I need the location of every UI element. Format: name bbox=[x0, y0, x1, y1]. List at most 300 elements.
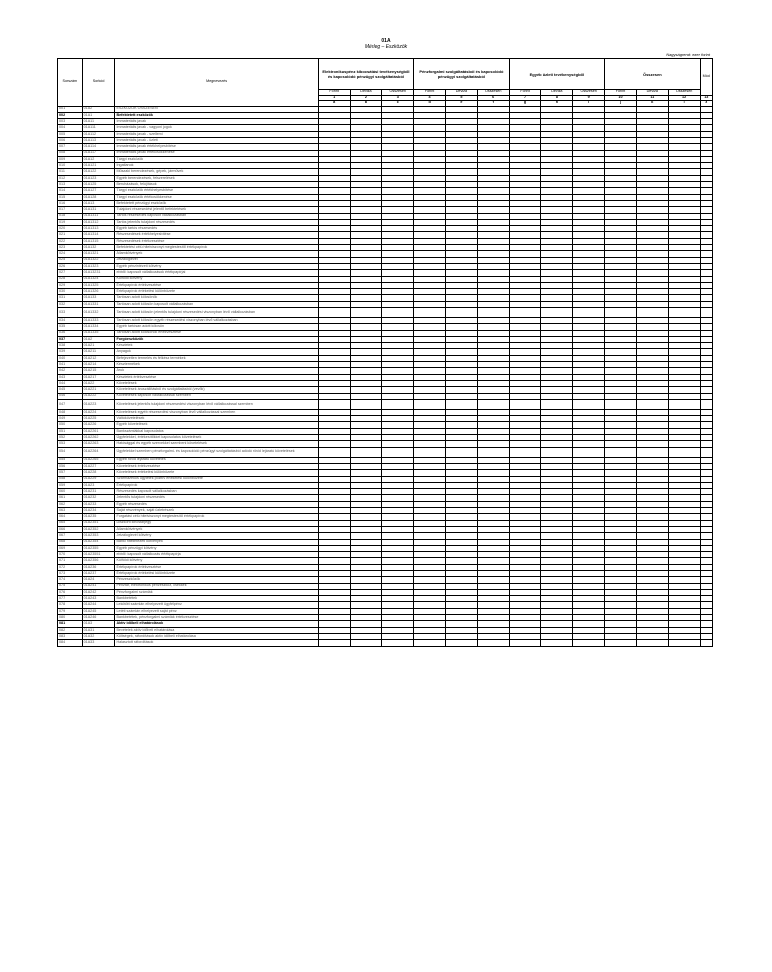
row-label: Készletek értékvesztése bbox=[115, 374, 318, 380]
row-number: 072 bbox=[58, 564, 83, 570]
row-number: 063 bbox=[58, 508, 83, 514]
col-letter: f bbox=[477, 101, 509, 107]
row-label: Halasztott ráfordítások bbox=[115, 640, 318, 646]
row-code: 01A111 bbox=[82, 125, 115, 131]
row-number: 050 bbox=[58, 422, 83, 428]
row-number: 068 bbox=[58, 539, 83, 545]
value-cell[interactable] bbox=[636, 640, 668, 646]
row-code: 01A235 bbox=[82, 514, 115, 520]
row-label: Saját részvények, saját üzletrészek bbox=[115, 508, 318, 514]
row-code: 01A2262 bbox=[82, 435, 115, 441]
group-header-total: Összesen bbox=[605, 59, 700, 90]
row-number: 023 bbox=[58, 245, 83, 251]
row-code: 01A125 bbox=[82, 182, 115, 188]
row-number: 014 bbox=[58, 188, 83, 194]
row-code: 01A234 bbox=[82, 508, 115, 514]
row-code: 01A2264 bbox=[82, 447, 115, 457]
row-number: 033 bbox=[58, 308, 83, 318]
col-number: 1 bbox=[318, 95, 350, 101]
row-code: 01A112 bbox=[82, 131, 115, 137]
row-number: 051 bbox=[58, 428, 83, 434]
row-number: 008 bbox=[58, 150, 83, 156]
value-cell[interactable] bbox=[318, 640, 350, 646]
row-label: Jelentős tulajdoni részesedés bbox=[115, 495, 318, 501]
row-code: 01A12 bbox=[82, 156, 115, 162]
row-label: Letéti számlán elhelyezett saját pénz bbox=[115, 608, 318, 614]
row-number: 067 bbox=[58, 533, 83, 539]
row-number: 059 bbox=[58, 482, 83, 488]
row-label: Követelések egyéb részesedési viszonyban lévő vállalkozással szemben bbox=[115, 409, 318, 415]
col-letter: k bbox=[636, 101, 668, 107]
row-code: 01A227 bbox=[82, 463, 115, 469]
row-number: 030 bbox=[58, 289, 83, 295]
row-label: Ügyfelekkel szemben pénzforgalmi- és kapcsolódó pénzügyi szolgáltatásból adódó rövid lejáratú követelések bbox=[115, 447, 318, 457]
row-label: Forgatási célú hitelviszonyt megtestesítő értékpapírok bbox=[115, 514, 318, 520]
row-label: Tartósan adott kölcsön egyéb részesedési viszonyban lévő vállalkozásban bbox=[115, 318, 318, 324]
col-sub-header: Összesen bbox=[668, 90, 700, 96]
value-cell[interactable] bbox=[668, 447, 700, 457]
row-code: 01A212 bbox=[82, 355, 115, 361]
value-cell[interactable] bbox=[605, 640, 637, 646]
row-code: 01A231 bbox=[82, 489, 115, 495]
value-cell[interactable] bbox=[445, 308, 477, 318]
mod-cell[interactable] bbox=[700, 399, 712, 409]
row-label: Beruházások, felújítások bbox=[115, 182, 318, 188]
row-code: 01A127 bbox=[82, 188, 115, 194]
row-label: Immateriális javak bbox=[115, 119, 318, 125]
value-cell[interactable] bbox=[573, 399, 605, 409]
value-cell[interactable] bbox=[541, 308, 573, 318]
row-code: 01A237 bbox=[82, 570, 115, 576]
col-sub-header: Forint bbox=[605, 90, 637, 96]
row-code: 01A32 bbox=[82, 633, 115, 639]
row-code: 01A242 bbox=[82, 589, 115, 595]
row-number: 015 bbox=[58, 194, 83, 200]
row-label: Befektetett pénzügyi eszközök bbox=[115, 200, 318, 206]
row-label: Anyagok bbox=[115, 349, 318, 355]
row-number: 058 bbox=[58, 476, 83, 482]
value-cell[interactable] bbox=[350, 640, 382, 646]
row-label: Követelések bbox=[115, 380, 318, 386]
value-cell[interactable] bbox=[573, 640, 605, 646]
row-number: 074 bbox=[58, 577, 83, 583]
mod-cell[interactable] bbox=[700, 308, 712, 318]
col-letter: c bbox=[382, 101, 414, 107]
col-letter: h bbox=[541, 101, 573, 107]
row-number: 053 bbox=[58, 441, 83, 447]
row-label: Tárgyi eszközök bbox=[115, 156, 318, 162]
row-number: 079 bbox=[58, 608, 83, 614]
row-number: 047 bbox=[58, 399, 83, 409]
row-label: Egyéb tartósan adott kölcsön bbox=[115, 324, 318, 330]
row-code: 01A31 bbox=[82, 627, 115, 633]
row-label: Ingatlanok bbox=[115, 163, 318, 169]
row-label: Hatósággal és egyéb szervekkel szembeni követelések bbox=[115, 441, 318, 447]
row-code: 01A217 bbox=[82, 374, 115, 380]
row-number: 010 bbox=[58, 163, 83, 169]
value-cell[interactable] bbox=[350, 308, 382, 318]
row-code: 01A128 bbox=[82, 194, 115, 200]
row-label: Immateriális javak értékcsökkenése bbox=[115, 150, 318, 156]
row-code: 01A215 bbox=[82, 368, 115, 374]
row-number: 027 bbox=[58, 270, 83, 276]
row-code: 01A13231 bbox=[82, 270, 115, 276]
row-label: Tartósan adott kölcsönök bbox=[115, 295, 318, 301]
row-code: 01A1332 bbox=[82, 308, 115, 318]
row-code: 01A223 bbox=[82, 399, 115, 409]
col-number: 6 bbox=[477, 95, 509, 101]
value-cell[interactable] bbox=[509, 640, 541, 646]
row-label: Befejezetlen termelés és félkész termékek bbox=[115, 355, 318, 361]
row-code: 01A122 bbox=[82, 169, 115, 175]
row-code: 01A226 bbox=[82, 422, 115, 428]
row-code: 01A131 bbox=[82, 207, 115, 213]
col-letter: a bbox=[318, 101, 350, 107]
row-code: 01A3 bbox=[82, 621, 115, 627]
col-sub-header: Összesen bbox=[382, 90, 414, 96]
form-code: 01A bbox=[381, 38, 391, 44]
row-label: Részesedések értékvesztése bbox=[115, 238, 318, 244]
row-label: Készletek bbox=[115, 343, 318, 349]
value-cell[interactable] bbox=[414, 399, 446, 409]
table-row bbox=[58, 308, 713, 318]
row-number: 076 bbox=[58, 589, 83, 595]
row-number: 037 bbox=[58, 336, 83, 342]
row-code: 01A1324 bbox=[82, 276, 115, 282]
row-label: Egyéb követelések bbox=[115, 422, 318, 428]
mod-cell[interactable] bbox=[700, 447, 712, 457]
row-code: 01A244 bbox=[82, 602, 115, 608]
row-code: 01A1333 bbox=[82, 318, 115, 324]
value-cell[interactable] bbox=[445, 399, 477, 409]
row-number: 039 bbox=[58, 349, 83, 355]
row-number: 048 bbox=[58, 409, 83, 415]
row-code: 01A232 bbox=[82, 495, 115, 501]
row-number: 080 bbox=[58, 615, 83, 621]
row-label: Immateriális javak - vagyoni jogok bbox=[115, 125, 318, 131]
value-cell[interactable] bbox=[541, 640, 573, 646]
row-code: 01A1331 bbox=[82, 301, 115, 307]
value-cell[interactable] bbox=[636, 399, 668, 409]
row-number: 061 bbox=[58, 495, 83, 501]
row-number: 028 bbox=[58, 276, 83, 282]
row-code: 01A245 bbox=[82, 608, 115, 614]
col-number: 9 bbox=[573, 95, 605, 101]
value-cell[interactable] bbox=[541, 447, 573, 457]
row-code: 01A1 bbox=[82, 112, 115, 118]
value-cell[interactable] bbox=[382, 640, 414, 646]
row-code: 01A2 bbox=[82, 336, 115, 342]
row-label: Pénzeszközök bbox=[115, 577, 318, 583]
row-number: 006 bbox=[58, 137, 83, 143]
value-cell[interactable] bbox=[477, 640, 509, 646]
row-code: 01A241 bbox=[82, 583, 115, 589]
row-number: 062 bbox=[58, 501, 83, 507]
row-number: 077 bbox=[58, 596, 83, 602]
row-code: 01A1313 bbox=[82, 226, 115, 232]
row-code: 01A221 bbox=[82, 387, 115, 393]
col-letter: g bbox=[509, 101, 541, 107]
value-cell[interactable] bbox=[636, 447, 668, 457]
value-cell[interactable] bbox=[414, 640, 446, 646]
row-number: 024 bbox=[58, 251, 83, 257]
row-label: Részesedés kapcsolt vállalkozásban bbox=[115, 489, 318, 495]
row-number: 055 bbox=[58, 457, 83, 463]
row-code: 01A236 bbox=[82, 564, 115, 570]
col-sub-header: Forint bbox=[509, 90, 541, 96]
row-label: Államkötvények bbox=[115, 251, 318, 257]
row-label: Tulajdoni részesedést jelentő befektetések bbox=[115, 207, 318, 213]
row-number: 018 bbox=[58, 213, 83, 219]
row-code: 01A23551 bbox=[82, 552, 115, 558]
row-label: Áruk bbox=[115, 368, 318, 374]
col-number: 4 bbox=[414, 95, 446, 101]
unit-label: Nagyságrend: ezer forint bbox=[666, 52, 710, 57]
row-label: Külföldi kötvény bbox=[115, 558, 318, 564]
row-label: Értékpapírok bbox=[115, 482, 318, 488]
mod-cell[interactable] bbox=[700, 640, 712, 646]
value-cell[interactable] bbox=[350, 447, 382, 457]
row-code: 01A1322 bbox=[82, 257, 115, 263]
row-code: 01A1325 bbox=[82, 282, 115, 288]
row-number: 022 bbox=[58, 238, 83, 244]
col-number: 2 bbox=[350, 95, 382, 101]
value-cell[interactable] bbox=[668, 399, 700, 409]
row-label: Részesedések értékhelyesbítése bbox=[115, 232, 318, 238]
value-cell[interactable] bbox=[636, 308, 668, 318]
row-code: 01A33 bbox=[82, 640, 115, 646]
value-cell[interactable] bbox=[573, 308, 605, 318]
row-number: 073 bbox=[58, 570, 83, 576]
row-code: 01A1312 bbox=[82, 219, 115, 225]
col-number: 5 bbox=[445, 95, 477, 101]
row-number: 040 bbox=[58, 355, 83, 361]
row-label: Egyéb tartós részesedés bbox=[115, 226, 318, 232]
row-number: 031 bbox=[58, 295, 83, 301]
row-number: 001 bbox=[58, 106, 83, 112]
balance-sheet-table bbox=[57, 58, 713, 647]
row-number: 019 bbox=[58, 219, 83, 225]
row-label: Váltókövetelések bbox=[115, 416, 318, 422]
row-number: 078 bbox=[58, 602, 83, 608]
value-cell[interactable] bbox=[605, 447, 637, 457]
col-number: 11 bbox=[636, 95, 668, 101]
col-sub-header: Deviza bbox=[350, 90, 382, 96]
row-code: 01A214 bbox=[82, 362, 115, 368]
row-label: Értékpapírok értékvesztése bbox=[115, 282, 318, 288]
col-letter: i bbox=[573, 101, 605, 107]
row-label: Külföldi kötvény bbox=[115, 276, 318, 282]
col-letter: d bbox=[414, 101, 446, 107]
row-label: Tartósan adott kölcsönök értékvesztése bbox=[115, 330, 318, 336]
value-cell[interactable] bbox=[414, 447, 446, 457]
row-number: 081 bbox=[58, 621, 83, 627]
row-number: 003 bbox=[58, 119, 83, 125]
row-number: 069 bbox=[58, 545, 83, 551]
col-number: 12 bbox=[668, 95, 700, 101]
col-sub-header: Forint bbox=[318, 90, 350, 96]
row-code: 01A21 bbox=[82, 343, 115, 349]
col-megnevezes: Megnevezés bbox=[115, 59, 318, 107]
row-number: 012 bbox=[58, 175, 83, 181]
row-code: 01A121 bbox=[82, 163, 115, 169]
row-label: Egyéb pénzügyi kötvény bbox=[115, 545, 318, 551]
row-number: 029 bbox=[58, 282, 83, 288]
row-label: Költségek, ráfordítások aktív időbeli elhatárolása bbox=[115, 633, 318, 639]
row-number: 016 bbox=[58, 200, 83, 206]
row-code: 01A13 bbox=[82, 200, 115, 206]
row-label: Egyéb rövid lejáratú követelés bbox=[115, 457, 318, 463]
row-code: 01A2356 bbox=[82, 558, 115, 564]
col-sorszam: Sorszám bbox=[58, 59, 83, 107]
row-code: 01A132 bbox=[82, 245, 115, 251]
value-cell[interactable] bbox=[318, 447, 350, 457]
row-number: 004 bbox=[58, 125, 83, 131]
row-number: 044 bbox=[58, 380, 83, 386]
row-label: Forgóeszközök bbox=[115, 336, 318, 342]
row-code: 01A1321 bbox=[82, 251, 115, 257]
row-code: 01A1314 bbox=[82, 232, 115, 238]
row-label: ESZKÖZÖK ÖSSZESEN bbox=[115, 106, 318, 112]
row-code: 01A113 bbox=[82, 137, 115, 143]
row-number: 034 bbox=[58, 318, 83, 324]
value-cell[interactable] bbox=[477, 447, 509, 457]
row-number: 075 bbox=[58, 583, 83, 589]
col-sub-header: Deviza bbox=[541, 90, 573, 96]
value-cell[interactable] bbox=[605, 308, 637, 318]
value-cell[interactable] bbox=[477, 399, 509, 409]
row-label: Követelések értékelési különbözete bbox=[115, 470, 318, 476]
row-code: 01A114 bbox=[82, 144, 115, 150]
col-number: 10 bbox=[605, 95, 637, 101]
row-label: Befektetési célú hitelviszonyt megtestesítő értékpapírok bbox=[115, 245, 318, 251]
row-number: 054 bbox=[58, 447, 83, 457]
col-sub-header: Deviza bbox=[636, 90, 668, 96]
value-cell[interactable] bbox=[318, 399, 350, 409]
row-code: 01A133 bbox=[82, 295, 115, 301]
row-number: 007 bbox=[58, 144, 83, 150]
row-code: 01A123 bbox=[82, 175, 115, 181]
row-label: Követelések áruszállításból és szolgáltatásból (vevők) bbox=[115, 387, 318, 393]
col-letter: l bbox=[668, 101, 700, 107]
row-number: 084 bbox=[58, 640, 83, 646]
col-sub-header: Összesen bbox=[573, 90, 605, 96]
row-label: Értékpapírok értékelési különbözete bbox=[115, 570, 318, 576]
row-number: 045 bbox=[58, 387, 83, 393]
row-label: Követelések értékvesztése bbox=[115, 463, 318, 469]
row-number: 056 bbox=[58, 463, 83, 469]
row-label: Immateriális javak értékhelyesbítése bbox=[115, 144, 318, 150]
value-cell[interactable] bbox=[318, 308, 350, 318]
row-label: Banki hitelintézeti kötvények bbox=[115, 539, 318, 545]
value-cell[interactable] bbox=[382, 447, 414, 457]
value-cell[interactable] bbox=[668, 308, 700, 318]
row-number: 066 bbox=[58, 526, 83, 532]
value-cell[interactable] bbox=[382, 308, 414, 318]
col-number: 3 bbox=[382, 95, 414, 101]
row-label: Követelések jelentős tulajdoni részesedési viszonyban lévő vállalkozással szemben bbox=[115, 399, 318, 409]
row-label: Értékpapírok értékelési különbözete bbox=[115, 289, 318, 295]
row-label: Műszaki berendezések, gépek, járművek bbox=[115, 169, 318, 175]
value-cell[interactable] bbox=[350, 399, 382, 409]
value-cell[interactable] bbox=[509, 308, 541, 318]
row-code: 01A2354 bbox=[82, 539, 115, 545]
row-code: 01A1311 bbox=[82, 213, 115, 219]
value-cell[interactable] bbox=[605, 399, 637, 409]
row-label: Befektetett eszközök bbox=[115, 112, 318, 118]
row-code: 01A2355 bbox=[82, 545, 115, 551]
row-label: Egyéb részesedés bbox=[115, 501, 318, 507]
col-number: 7 bbox=[509, 95, 541, 101]
row-number: 049 bbox=[58, 416, 83, 422]
row-code: 01A2263 bbox=[82, 441, 115, 447]
value-cell[interactable] bbox=[477, 308, 509, 318]
row-label: Tárgyi eszközök értékcsökkenése bbox=[115, 194, 318, 200]
row-label: Bankbetétek, pénzforgalmi számlák értékvesztése bbox=[115, 615, 318, 621]
row-label: Tartósan adott kölcsön kapcsolt vállalkozásban bbox=[115, 301, 318, 307]
row-label: Diszkont kincstárjegy bbox=[115, 520, 318, 526]
value-cell[interactable] bbox=[509, 399, 541, 409]
col-letter: j bbox=[605, 101, 637, 107]
row-number: 070 bbox=[58, 552, 83, 558]
table-row bbox=[58, 447, 713, 457]
row-number: 065 bbox=[58, 520, 83, 526]
row-label: Követelések kapcsolt vállalkozással szemben bbox=[115, 393, 318, 399]
row-number: 083 bbox=[58, 633, 83, 639]
value-cell[interactable] bbox=[509, 447, 541, 457]
row-number: 005 bbox=[58, 131, 83, 137]
form-subtitle: Mérleg – Eszközök bbox=[364, 44, 408, 50]
table-row bbox=[58, 399, 713, 409]
col-sub-header: Összesen bbox=[477, 90, 509, 96]
row-code: 01A224 bbox=[82, 409, 115, 415]
row-label: Ügyfelekkel, értékesítőkkel kapcsolatos követelések bbox=[115, 435, 318, 441]
row-code: 01A2352 bbox=[82, 526, 115, 532]
row-label: ebből: kapcsolt vállalkozás értékpapírja bbox=[115, 552, 318, 558]
row-number: 038 bbox=[58, 343, 83, 349]
group-header-emoney: Elektronikuspénz kibocsátási tevékenységből és kapcsolódó pénzügyi szolgáltatásból bbox=[318, 59, 413, 90]
col-mod: Mód bbox=[700, 59, 712, 96]
value-cell[interactable] bbox=[668, 640, 700, 646]
row-label: Bevételek aktív időbeli elhatárolása bbox=[115, 627, 318, 633]
row-label: Bankszámlákkal kapcsolatos bbox=[115, 428, 318, 434]
value-cell[interactable] bbox=[414, 308, 446, 318]
value-cell[interactable] bbox=[445, 640, 477, 646]
value-cell[interactable] bbox=[445, 447, 477, 457]
row-code: 01A1335 bbox=[82, 330, 115, 336]
row-label: Bankbetétek bbox=[115, 596, 318, 602]
row-code: 01A246 bbox=[82, 615, 115, 621]
col-number: 8 bbox=[541, 95, 573, 101]
group-header-payment: Pénzforgalmi szolgáltatásból és kapcsolódó pénzügyi szolgáltatásból bbox=[414, 59, 509, 90]
row-label: Egyéb pénzintézeti kötvény bbox=[115, 263, 318, 269]
row-code: 01A229 bbox=[82, 476, 115, 482]
row-code: 01A23 bbox=[82, 482, 115, 488]
value-cell[interactable] bbox=[382, 399, 414, 409]
row-label: Egyéb berendezések, felszerelések bbox=[115, 175, 318, 181]
row-number: 013 bbox=[58, 182, 83, 188]
row-number: 009 bbox=[58, 156, 83, 162]
row-label: Késztermékek bbox=[115, 362, 318, 368]
row-number: 057 bbox=[58, 470, 83, 476]
row-code: 01A22 bbox=[82, 380, 115, 386]
value-cell[interactable] bbox=[573, 447, 605, 457]
col-sub-header: Forint bbox=[414, 90, 446, 96]
row-number: 035 bbox=[58, 324, 83, 330]
value-cell[interactable] bbox=[541, 399, 573, 409]
row-number: 002 bbox=[58, 112, 83, 118]
row-label: Pénztár, elektronikus pénzeszköz, csekkek bbox=[115, 583, 318, 589]
